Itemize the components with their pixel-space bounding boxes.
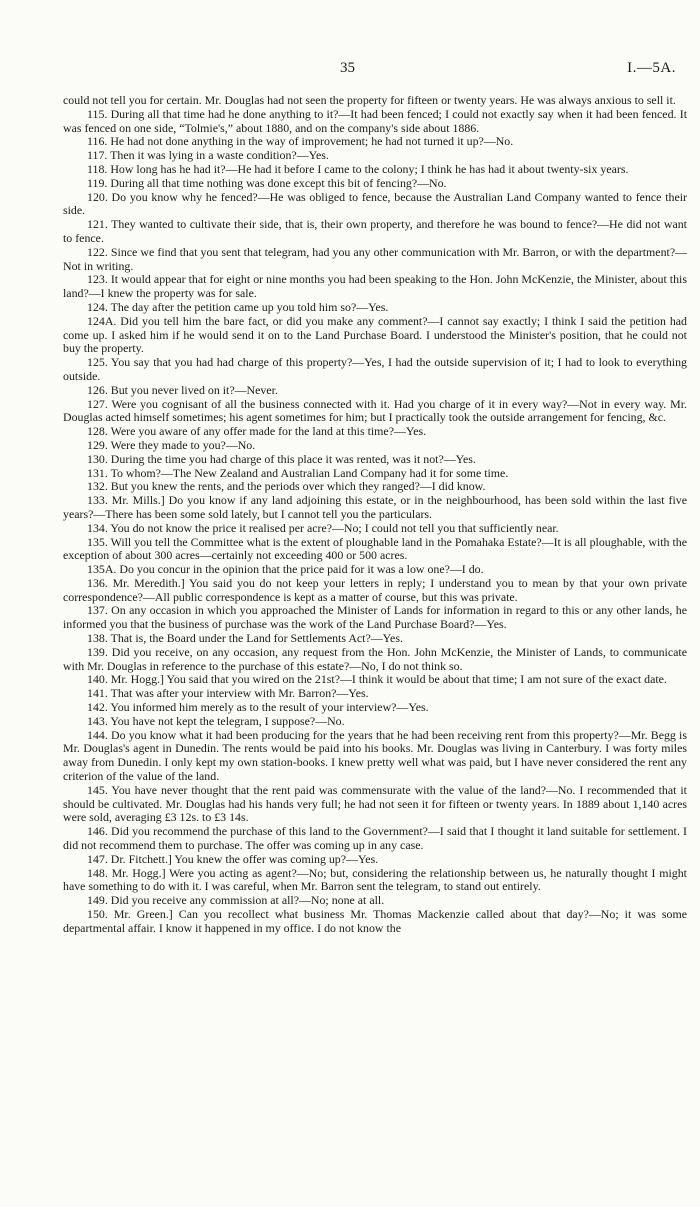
paragraph: 128. Were you aware of any offer made for the land at this time?—Yes. <box>87 424 427 439</box>
paragraph: 121. They wanted to cultivate their side, that is, their own property, and therefore he was bound to fence?—He did not want to fence. <box>63 217 687 245</box>
paragraph: 145. You have never thought that the rent paid was commensurate with the value of the land?—No. I recommended that it should be cultivated. Mr. Douglas had his hands very full; he had not seen it for fifteen or twenty years. In 1889 about 1,140 acres were sold, averaging £3 12s. to £3 14s. <box>63 782 687 825</box>
paragraph: 146. Did you recommend the purchase of this land to the Government?—I said that I thought it land suitable for settlement. I did not recommend them to purchase. The offer was coming up in any case. <box>63 824 687 853</box>
paragraph: 134. You do not know the price it realised per acre?—No; I could not tell you that sufficiently near. <box>87 520 559 535</box>
paragraph: 137. On any occasion in which you approached the Minister of Lands for information in regard to this or any other lands, he informed you that the business of purchase was the work of the Land Purchase Board?—Yes. <box>63 603 687 632</box>
paragraph: 142. You informed him merely as to the result of your interview?—Yes. <box>87 700 429 715</box>
paragraph: 124. The day after the petition came up you told him so?—Yes. <box>87 299 389 314</box>
paragraph: 133. Mr. Mills.] Do you know if any land adjoining this estate, or in the neighbourhood, has been sold within the last five years?—There has been some sold lately, but I cannot tell you the particulars. <box>63 493 687 521</box>
paragraph: 117. Then it was lying in a waste condition?—Yes. <box>87 148 329 163</box>
paragraph: 118. How long has he had it?—He had it before I came to the colony; I think he has had it about twenty-six years. <box>87 161 629 176</box>
page-header <box>0 60 700 80</box>
paragraph: 147. Dr. Fitchett.] You knew the offer was coming up?—Yes. <box>87 851 379 866</box>
paragraph: 132. But you knew the rents, and the periods over which they ranged?—I did know. <box>87 479 486 494</box>
paragraph: 123. It would appear that for eight or nine months you had been speaking to the Hon. John McKenzie, the Minister, about this land?—I knew the property was for sale. <box>63 272 687 301</box>
paragraph: 125. You say that you had had charge of this property?—Yes, I had the outside supervision of it; I had to look to everything outside. <box>63 355 687 383</box>
paragraph: 127. Were you cognisant of all the business connected with it. Had you charge of it in every way?—Not in every way. Mr. Douglas acted himself sometimes; his agent sometimes for him; but I practically took the outside arrangement for fencing, &c. <box>63 396 687 425</box>
paragraph: 149. Did you receive any commission at all?—No; none at all. <box>87 893 385 908</box>
paragraph: could not tell you for certain. Mr. Douglas had not seen the property for fifteen or twenty years. He was always anxious to sell it. <box>63 93 676 107</box>
paragraph: 135A. Do you concur in the opinion that the price paid for it was a low one?—I do. <box>87 562 484 577</box>
paragraph: 124A. Did you tell him the bare fact, or did you make any comment?—I cannot say exactly; I think I said the petition had come up. I asked him if he would send it on to the Land Purchase Board. I understood the Minister's position, that he could not buy the property. <box>63 313 687 356</box>
paragraph: 120. Do you know why he fenced?—He was obliged to fence, because the Australian Land Company wanted to fence their side. <box>63 189 687 218</box>
page-number: 35 <box>340 60 355 76</box>
paragraph: 115. During all that time had he done anything to it?—It had been fenced; I could not exactly say when it had been fenced. It was fenced on one side, “Tolmie's,” about 1880, and on the company's side about 1886. <box>63 106 687 135</box>
paragraph: 138. That is, the Board under the Land for Settlements Act?—Yes. <box>87 631 403 646</box>
paragraph: 116. He had not done anything in the way of improvement; he had not turned it up?—No. <box>87 134 514 149</box>
paragraph: 141. That was after your interview with Mr. Barron?—Yes. <box>87 686 369 701</box>
paragraph: 150. Mr. Green.] Can you recollect what business Mr. Thomas Mackenzie called about that day?—No; it was some departmental affair. I know it happened in my office. I do not know the <box>63 907 687 935</box>
paragraph: 140. Mr. Hogg.] You said that you wired on the 21st?—I think it would be about that time; I am not sure of the exact date. <box>87 672 667 687</box>
paragraph: 130. During the time you had charge of this place it was rented, was it not?—Yes. <box>87 451 476 466</box>
paragraph: 126. But you never lived on it?—Never. <box>87 382 278 397</box>
paragraph: 143. You have not kept the telegram, I suppose?—No. <box>87 713 345 728</box>
paragraph: 119. During all that time nothing was done except this bit of fencing?—No. <box>87 175 447 190</box>
paragraph: 129. Were they made to you?—No. <box>87 437 256 452</box>
paragraph: 144. Do you know what it had been producing for the years that he had been receiving rent from this property?—Mr. Begg is Mr. Douglas's agent in Dunedin. The rents would be paid into his books. Mr. Douglas was living in Canterbury. I was forty miles away from Dunedin. I only kept my own station-books. I knew pretty well what was paid, but I have never considered the rent any criterion of the value of the land. <box>63 727 687 784</box>
paragraph: 148. Mr. Hogg.] Were you acting as agent?—No; but, considering the relationship between us, he naturally thought I might have something to do with it. I was careful, when Mr. Barron sent the telegram, to stand out entirely. <box>63 865 687 894</box>
paragraph: 136. Mr. Meredith.] You said you do not keep your letters in reply; I understand you to mean by that your own private correspondence?—All public correspondence is kept as a matter of course, but this was private. <box>63 575 687 604</box>
paragraph: 135. Will you tell the Committee what is the extent of ploughable land in the Pomahaka Estate?—It is all ploughable, with the exception of about 300 acres—certainly not exceeding 400 or 500 acres. <box>63 534 687 563</box>
evidence-transcript <box>63 94 687 936</box>
paragraph: 122. Since we find that you sent that telegram, had you any other communication with Mr. Barron, or with the department?—Not in writing. <box>63 244 687 273</box>
paragraph: 139. Did you receive, on any occasion, any request from the Hon. John McKenzie, the Minister of Lands, to communicate with Mr. Douglas in reference to the purchase of this estate?—No, I do not think so. <box>63 644 687 673</box>
paragraph: 131. To whom?—The New Zealand and Australian Land Company had it for some time. <box>87 465 509 480</box>
document-reference: I.—5A. <box>627 60 676 76</box>
